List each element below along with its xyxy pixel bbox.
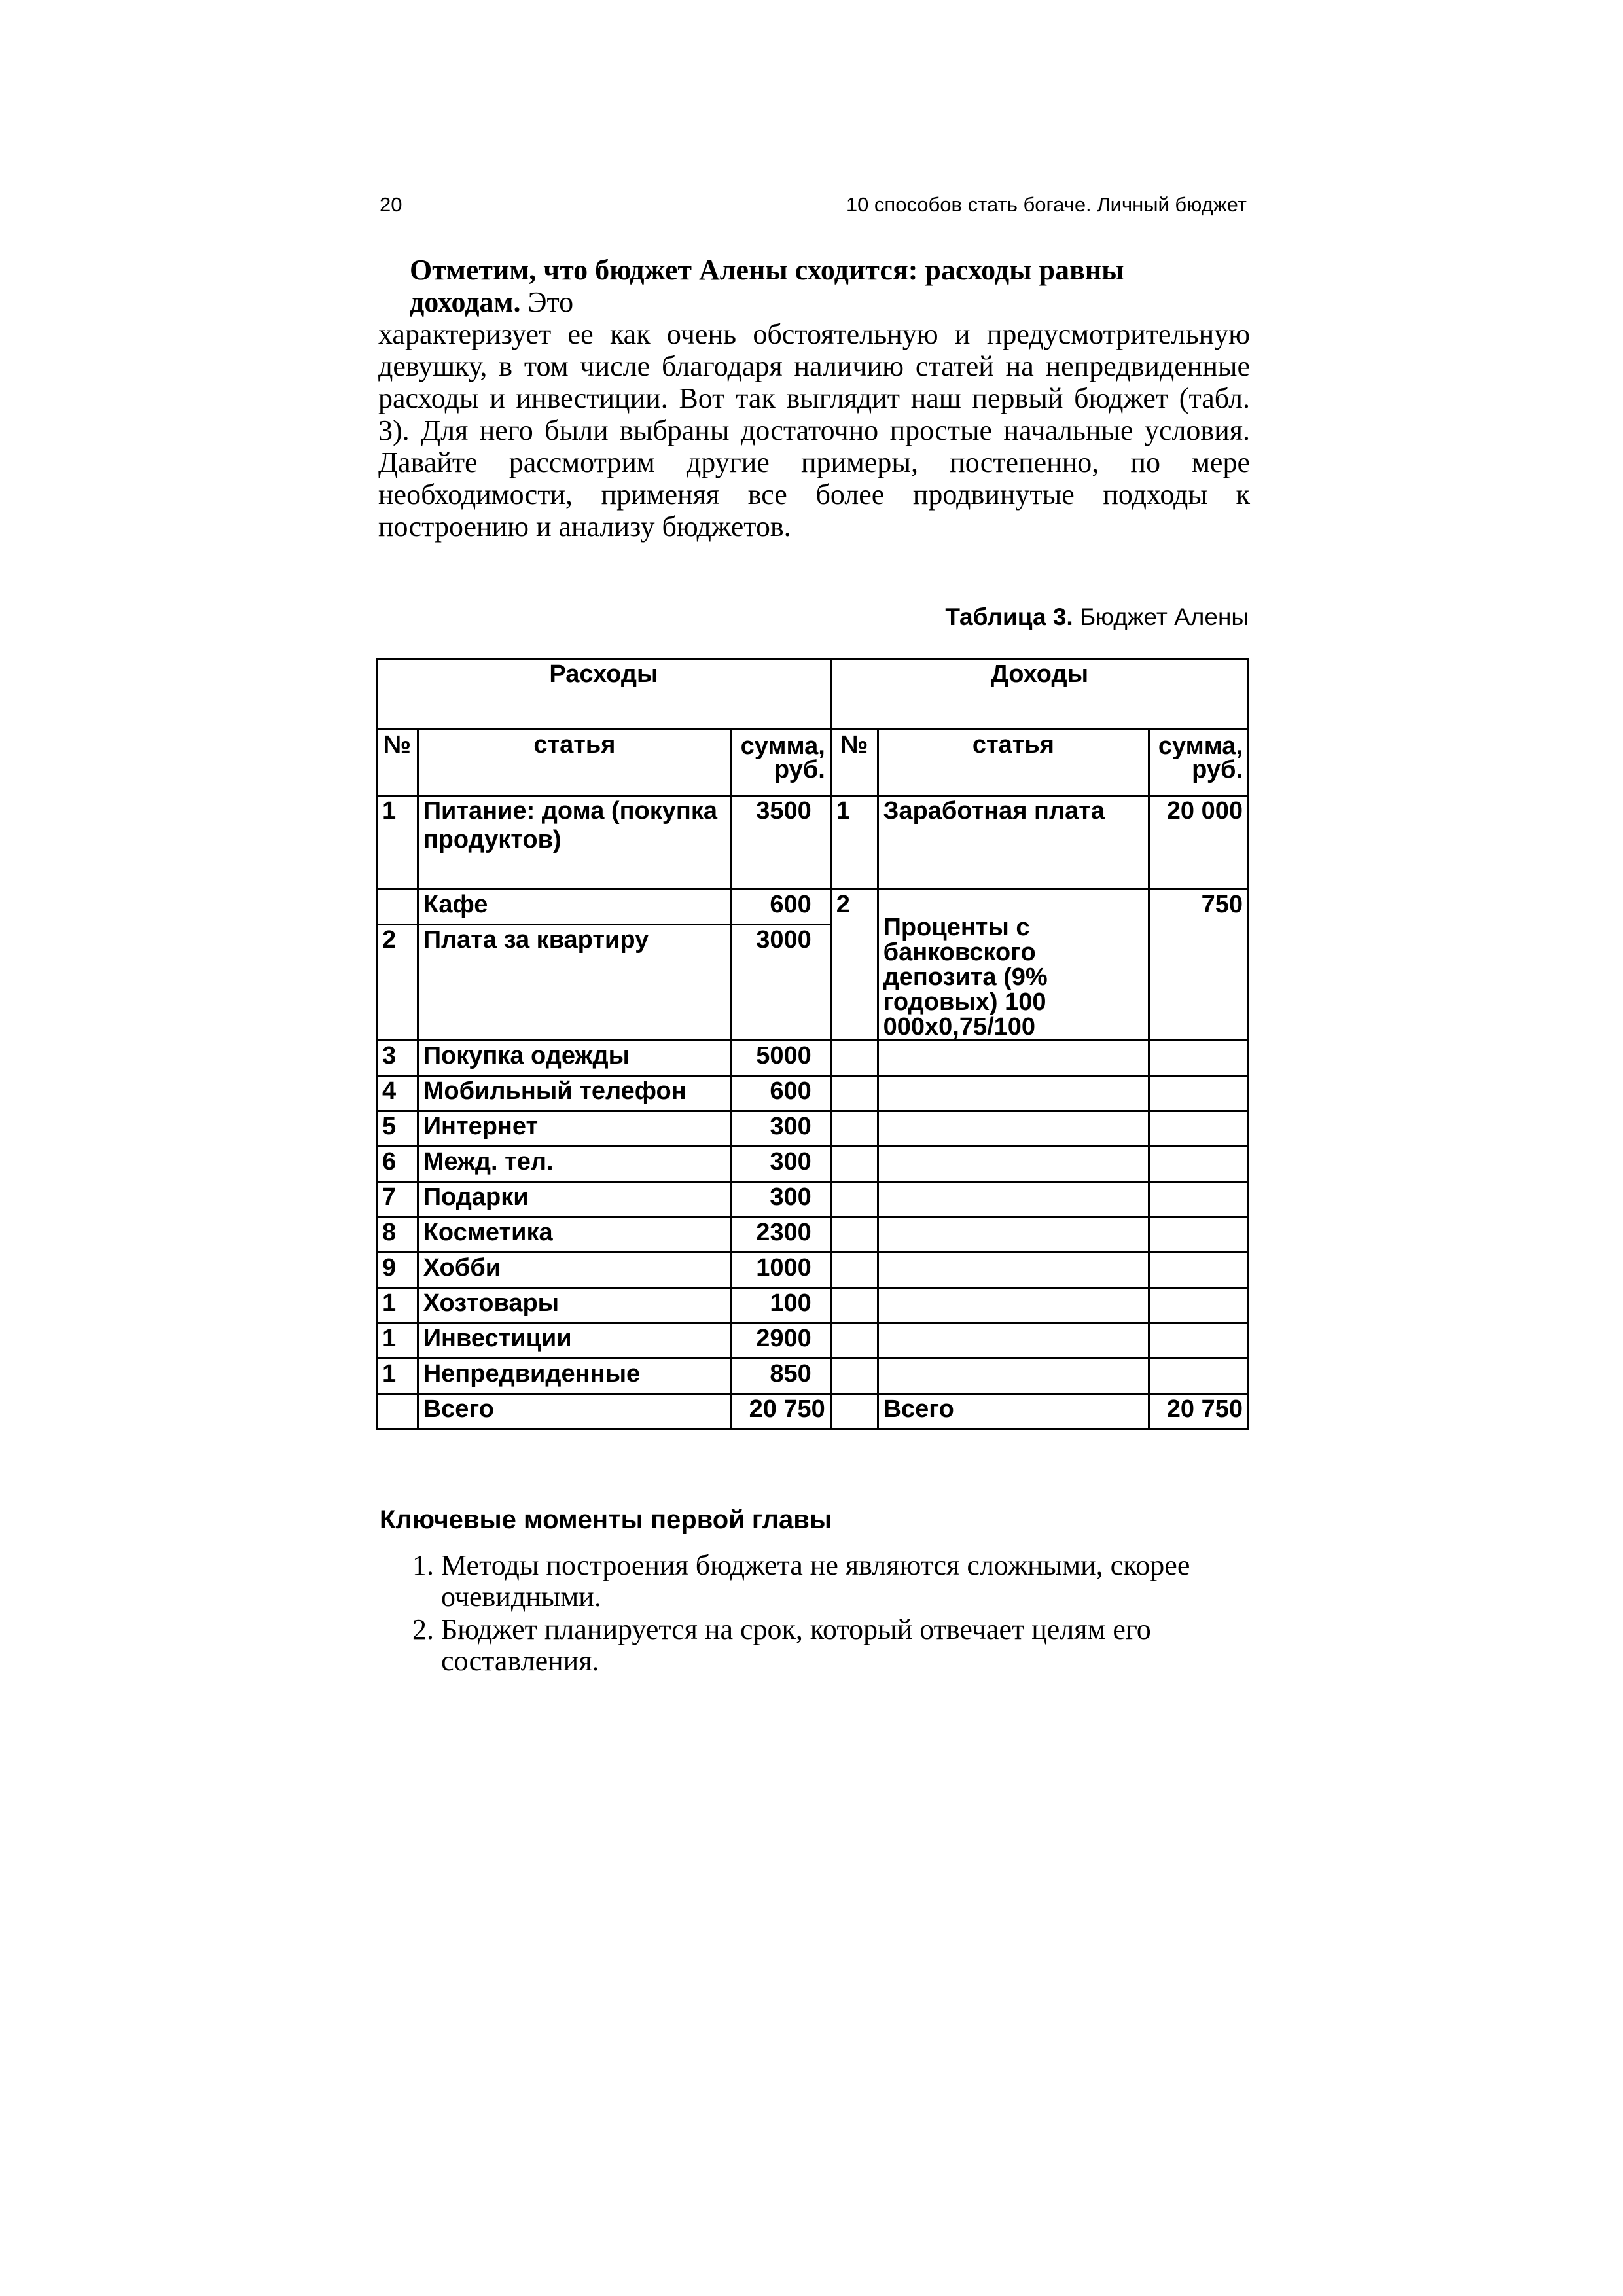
- empty-cell: [1149, 1217, 1249, 1253]
- col-header-sum: сумма, руб.: [732, 730, 831, 796]
- empty-cell: [830, 1253, 878, 1288]
- table-caption-title: Бюджет Алены: [1073, 603, 1249, 630]
- expense-no: 4: [377, 1076, 418, 1111]
- empty-cell: [878, 1359, 1149, 1394]
- empty-cell: [830, 1217, 878, 1253]
- expense-no: 2: [377, 925, 418, 1041]
- income-item: Проценты с банковского депозита (9% годовых) 100 000х0,75/100: [878, 889, 1149, 1041]
- empty-cell: [878, 1288, 1149, 1323]
- empty-cell: [878, 1323, 1149, 1359]
- expense-no: 6: [377, 1147, 418, 1182]
- page-number: 20: [380, 193, 402, 216]
- empty-cell: [1149, 1076, 1249, 1111]
- empty-cell: [1149, 1111, 1249, 1147]
- table-row: [377, 1041, 1249, 1076]
- empty-cell: [878, 1182, 1149, 1217]
- empty-cell: [830, 1111, 878, 1147]
- empty-cell: [1149, 1182, 1249, 1217]
- expense-item: Мобильный телефон: [418, 1076, 731, 1111]
- expense-sum: 2900: [732, 1323, 831, 1359]
- table-total-row: [377, 1394, 1249, 1429]
- empty-cell: [878, 1111, 1149, 1147]
- table-row: [377, 1217, 1249, 1253]
- empty-cell: [878, 1217, 1149, 1253]
- budget-table: [376, 658, 1249, 1430]
- expense-sum: 300: [732, 1147, 831, 1182]
- empty-cell: [830, 1288, 878, 1323]
- col-header-sum: сумма, руб.: [1149, 730, 1249, 796]
- key-points-list: [411, 1550, 1253, 1678]
- empty-cell: [878, 1253, 1149, 1288]
- table-row: [377, 1111, 1249, 1147]
- table-row: [377, 1288, 1249, 1323]
- income-sum: 750: [1149, 889, 1249, 1041]
- expense-item: Кафе: [418, 889, 731, 925]
- expense-no: 7: [377, 1182, 418, 1217]
- table-row: [377, 796, 1249, 889]
- col-header-item: статья: [418, 730, 731, 796]
- expense-sum: 850: [732, 1359, 831, 1394]
- expenses-header: Расходы: [377, 659, 831, 730]
- income-header: Доходы: [830, 659, 1248, 730]
- empty-cell: [830, 1323, 878, 1359]
- expense-item: Покупка одежды: [418, 1041, 731, 1076]
- expense-item: Косметика: [418, 1217, 731, 1253]
- empty-cell: [878, 1147, 1149, 1182]
- table-row: [377, 1359, 1249, 1394]
- table-row: [377, 1076, 1249, 1111]
- expense-no: 8: [377, 1217, 418, 1253]
- empty-cell: [878, 1076, 1149, 1111]
- paragraph-lead-bold: Отметим, что бюджет Алены сходится: расходы равны доходам.: [410, 254, 1124, 318]
- expense-item: Межд. тел.: [418, 1147, 731, 1182]
- expense-no: 1: [377, 1359, 418, 1394]
- expense-no: 9: [377, 1253, 418, 1288]
- income-item: Заработная плата: [878, 796, 1149, 889]
- expense-item: Интернет: [418, 1111, 731, 1147]
- table-row: [377, 889, 1249, 925]
- expense-sum: 300: [732, 1182, 831, 1217]
- empty-cell: [830, 1359, 878, 1394]
- empty-cell: [377, 1394, 418, 1429]
- income-total: 20 750: [1149, 1394, 1249, 1429]
- expense-item: Питание: дома (покупка продуктов): [418, 796, 731, 889]
- table-caption: [945, 603, 1249, 631]
- income-no: 2: [830, 889, 878, 1041]
- col-header-no: №: [377, 730, 418, 796]
- expense-sum: 1000: [732, 1253, 831, 1288]
- empty-cell: [1149, 1253, 1249, 1288]
- empty-cell: [830, 1182, 878, 1217]
- expense-no: 1: [377, 1323, 418, 1359]
- empty-cell: [1149, 1288, 1249, 1323]
- empty-cell: [878, 1041, 1149, 1076]
- expense-item: Хозтовары: [418, 1288, 731, 1323]
- expense-item: Подарки: [418, 1182, 731, 1217]
- table-row: [377, 1323, 1249, 1359]
- table-row: [377, 1253, 1249, 1288]
- paragraph-lead-rest: Это: [520, 286, 574, 318]
- expense-sum: 3500: [732, 796, 831, 889]
- expense-item: Инвестиции: [418, 1323, 731, 1359]
- expense-sum: 5000: [732, 1041, 831, 1076]
- expense-sum: 600: [732, 1076, 831, 1111]
- key-points-heading: Ключевые моменты первой главы: [380, 1505, 832, 1534]
- col-header-no: №: [830, 730, 878, 796]
- expense-sum: 100: [732, 1288, 831, 1323]
- expense-sum: 300: [732, 1111, 831, 1147]
- empty-cell: [830, 1076, 878, 1111]
- col-header-item: статья: [878, 730, 1149, 796]
- paragraph-body: характеризует ее как очень обстоятельную и предусмотрительную девушку, в том числе благодаря наличию статей на непредвиденные расходы и инвестиции. Вот так выглядит наш первый бюджет (табл. 3). Для него были выбраны достаточно простые начальные условия. Давайте рассмотрим другие примеры, постепенно, по мере необходимости, применяя все более продвинутые подходы к построению и анализу бюджетов.: [378, 318, 1250, 543]
- income-total-label: Всего: [878, 1394, 1149, 1429]
- expense-sum: 3000: [732, 925, 831, 1041]
- expense-item: Непредвиденные: [418, 1359, 731, 1394]
- list-item: 2. Бюджет планируется на срок, который отвечает целям его составления.: [441, 1614, 1253, 1677]
- empty-cell: [1149, 1323, 1249, 1359]
- page-header: [380, 193, 1247, 217]
- table-row: [377, 1182, 1249, 1217]
- paragraph-lead: [378, 254, 1182, 318]
- expense-item: Плата за квартиру: [418, 925, 731, 1041]
- body-paragraph: [378, 254, 1250, 543]
- expense-item: Хобби: [418, 1253, 731, 1288]
- running-title: 10 способов стать богаче. Личный бюджет: [846, 193, 1247, 216]
- income-no: 1: [830, 796, 878, 889]
- expense-no: 5: [377, 1111, 418, 1147]
- empty-cell: [830, 1394, 878, 1429]
- list-item: 1. Методы построения бюджета не являются сложными, скорее очевидными.: [441, 1550, 1253, 1613]
- expense-no: [377, 889, 418, 925]
- empty-cell: [1149, 1147, 1249, 1182]
- table-row: [377, 1147, 1249, 1182]
- expense-no: 1: [377, 796, 418, 889]
- empty-cell: [830, 1147, 878, 1182]
- expense-sum: 600: [732, 889, 831, 925]
- expenses-total: 20 750: [732, 1394, 831, 1429]
- income-sum: 20 000: [1149, 796, 1249, 889]
- expense-sum: 2300: [732, 1217, 831, 1253]
- expenses-total-label: Всего: [418, 1394, 731, 1429]
- expense-no: 3: [377, 1041, 418, 1076]
- expense-no: 1: [377, 1288, 418, 1323]
- table-caption-label: Таблица 3.: [945, 603, 1073, 630]
- empty-cell: [1149, 1359, 1249, 1394]
- empty-cell: [830, 1041, 878, 1076]
- empty-cell: [1149, 1041, 1249, 1076]
